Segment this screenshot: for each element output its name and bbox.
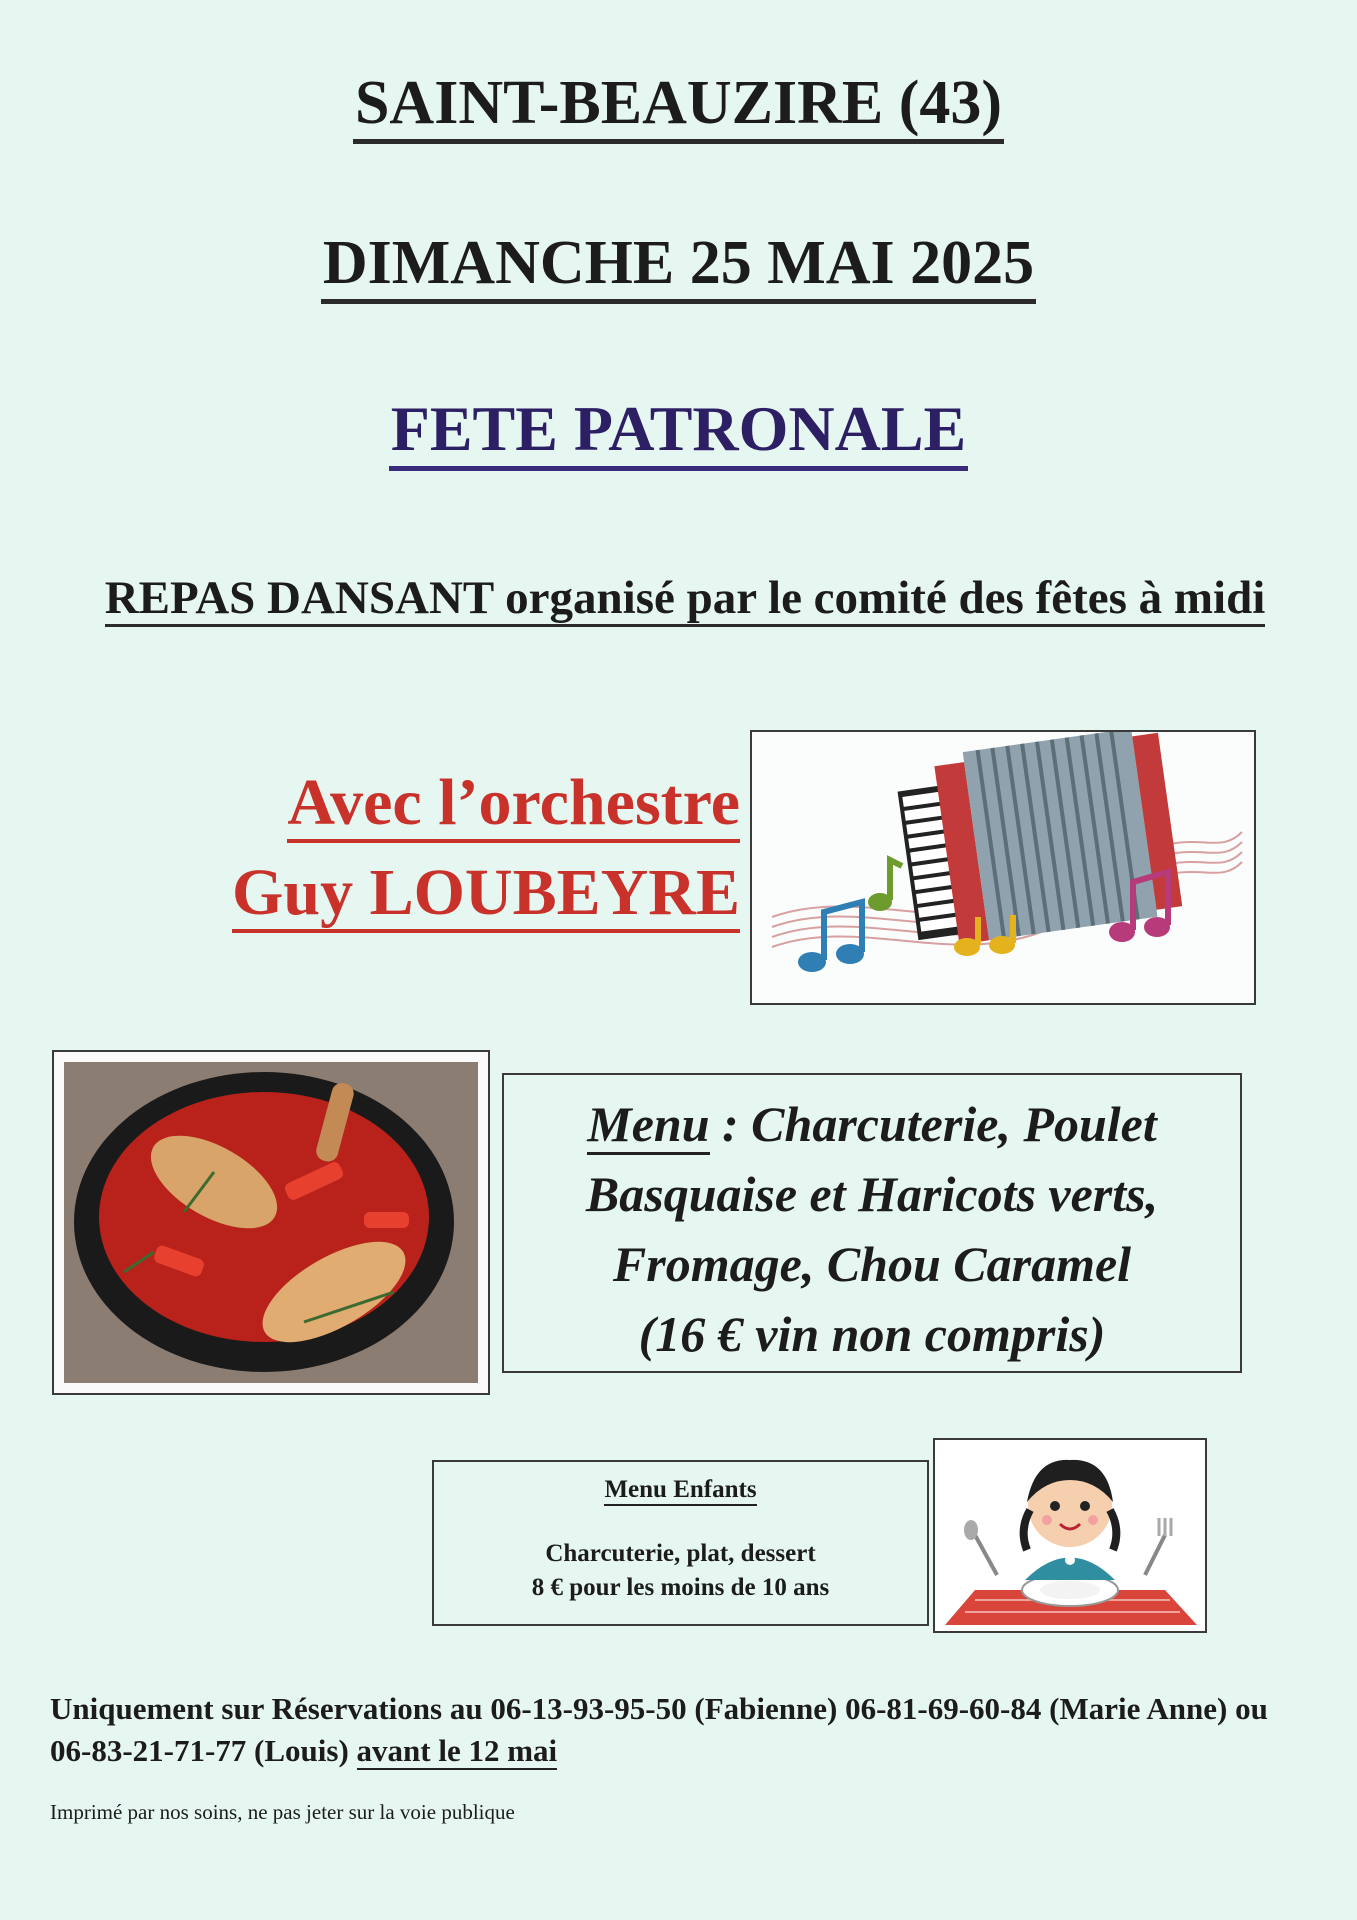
reservation-deadline: avant le 12 mai <box>356 1733 558 1768</box>
town-title: SAINT-BEAUZIRE (43) <box>0 68 1357 139</box>
orchestra-line2: Guy LOUBEYRE <box>232 856 740 933</box>
child-eating-icon <box>935 1440 1205 1631</box>
reservation-text: Uniquement sur Réservations au 06-13-93-95-50 (Fabienne) 06-81-69-60-84 (Marie Anne) ou 06-83-21-71-77 (Louis) avant le 12 mai <box>50 1691 1268 1768</box>
accordion-icon <box>752 732 1254 1003</box>
music-note-green <box>868 860 902 911</box>
kids-menu-title: Menu Enfants <box>604 1476 756 1506</box>
child-eating-illustration <box>933 1438 1207 1633</box>
printed-note: Imprimé par nos soins, ne pas jeter sur la voie publique <box>50 1800 515 1824</box>
orchestra-line1: Avec l’orchestre <box>287 766 740 843</box>
chicken-dish-photo <box>52 1050 490 1395</box>
menu-box: Menu : Charcuterie, Poulet Basquaise et Haricots verts, Fromage, Chou Caramel (16 € vin non compris) <box>502 1073 1242 1373</box>
kids-menu-items: Charcuterie, plat, dessert <box>545 1540 816 1567</box>
menu-price: (16 € vin non compris) <box>638 1306 1106 1362</box>
accordion-illustration <box>750 730 1256 1005</box>
chicken-dish-icon <box>64 1062 478 1383</box>
orchestra-block <box>60 758 740 938</box>
date-title: DIMANCHE 25 MAI 2025 <box>0 228 1357 299</box>
menu-label: Menu <box>587 1096 709 1155</box>
kids-menu-price: 8 € pour les moins de 10 ans <box>531 1574 830 1601</box>
menu-items: Charcuterie, Poulet Basquaise et Haricots verts, Fromage, Chou Caramel <box>585 1096 1159 1292</box>
kids-menu-box <box>432 1460 929 1626</box>
event-title: FETE PATRONALE <box>0 392 1357 466</box>
repas-dansant-text: REPAS DANSANT organisé par le comité des fêtes à midi <box>95 560 1275 636</box>
